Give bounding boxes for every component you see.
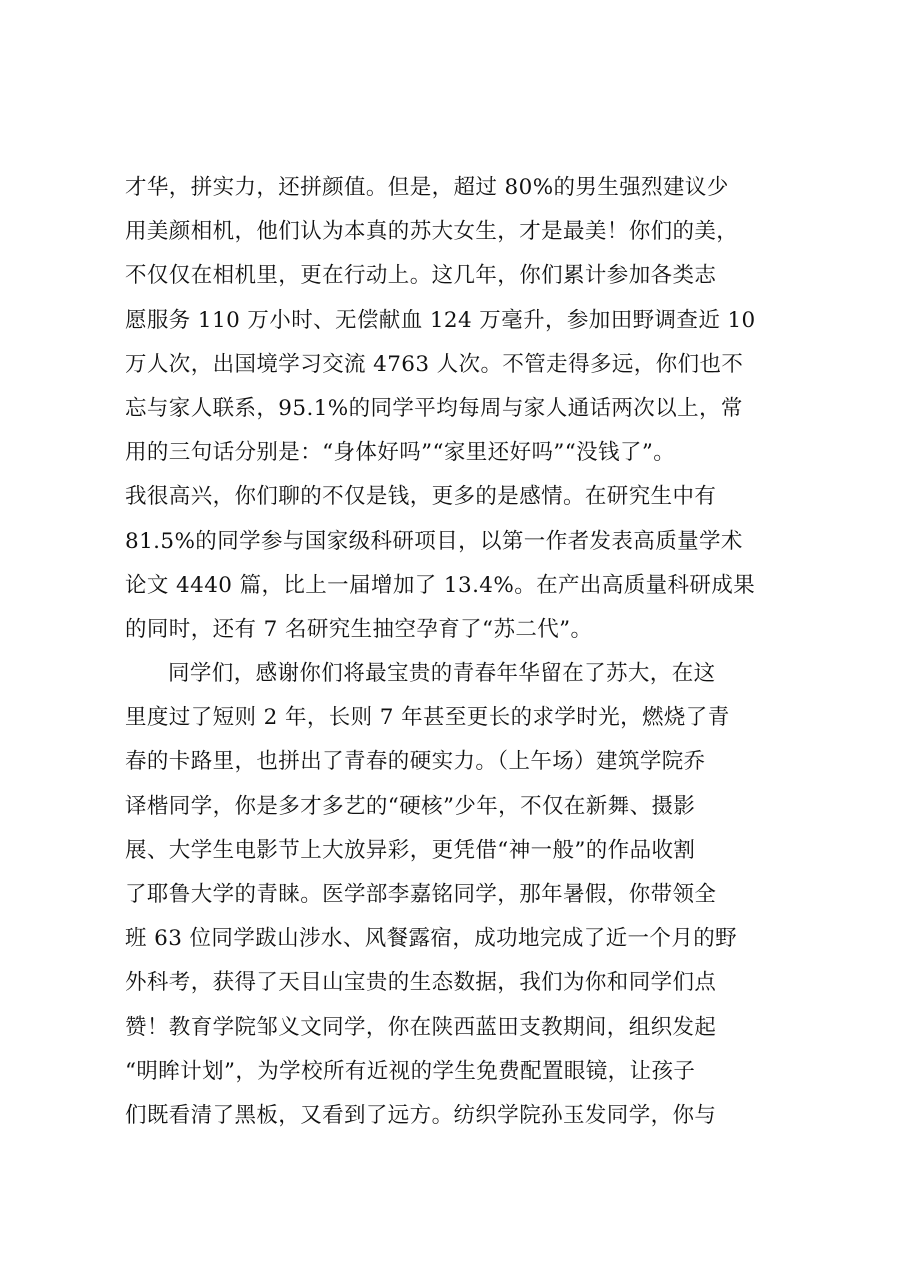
text-line: 用的三句话分别是：“身体好吗”“家里还好吗”“没钱了”。 (125, 440, 676, 466)
text-line: 外科考，获得了天目山宝贵的生态数据，我们为你和同学们点 (125, 970, 717, 996)
text-line: 的同时，还有 7 名研究生抽空孕育了“苏二代”。 (125, 616, 593, 642)
text-line: “明眸计划”，为学校所有近视的学生免费配置眼镜，让孩子 (125, 1058, 696, 1084)
text-line: 不仅仅在相机里，更在行动上。这几年，你们累计参加各类志 (125, 263, 717, 289)
text-line: 我很高兴，你们聊的不仅是钱，更多的是感情。在研究生中有 (125, 484, 717, 510)
text-line: 用美颜相机，他们认为本真的苏大女生，才是最美！你们的美， (125, 219, 739, 245)
text-line: 春的卡路里，也拼出了青春的硬实力。（上午场）建筑学院乔 (125, 749, 706, 775)
text-line: 班 63 位同学跋山涉水、风餐露宿，成功地完成了近一个月的野 (125, 926, 738, 952)
paragraph-first-line: 同学们，感谢你们将最宝贵的青春年华留在了苏大，在这 (168, 661, 716, 687)
text-line: 里度过了短则 2 年，长则 7 年甚至更长的求学时光，燃烧了青 (125, 705, 730, 731)
text-line: 们既看清了黑板，又看到了远方。纺织学院孙玉发同学，你与 (125, 1102, 717, 1128)
text-line: 展、大学生电影节上大放异彩，更凭借“神一般”的作品收割 (125, 837, 696, 863)
text-line: 论文 4440 篇，比上一届增加了 13.4%。在产出高质量科研成果 (125, 572, 756, 598)
text-line: 译楷同学，你是多才多艺的“硬核”少年，不仅在新舞、摄影 (125, 793, 696, 819)
body-text (125, 166, 805, 1138)
text-line: 才华，拼实力，还拼颜值。但是，超过 80%的男生强烈建议少 (125, 175, 729, 200)
text-line: 赞！教育学院邹义文同学，你在陕西蓝田支教期间，组织发起 (125, 1014, 717, 1040)
text-line: 了耶鲁大学的青睐。医学部李嘉铭同学，那年暑假，你带领全 (125, 882, 717, 907)
text-line: 81.5%的同学参与国家级科研项目，以第一作者发表高质量学术 (125, 528, 743, 554)
text-line: 愿服务 110 万小时、无偿献血 124 万毫升，参加田野调查近 10 (125, 307, 756, 333)
text-line: 万人次，出国境学习交流 4763 人次。不管走得多远，你们也不 (125, 351, 744, 377)
text-line: 忘与家人联系，95.1%的同学平均每周与家人通话两次以上，常 (125, 395, 743, 421)
